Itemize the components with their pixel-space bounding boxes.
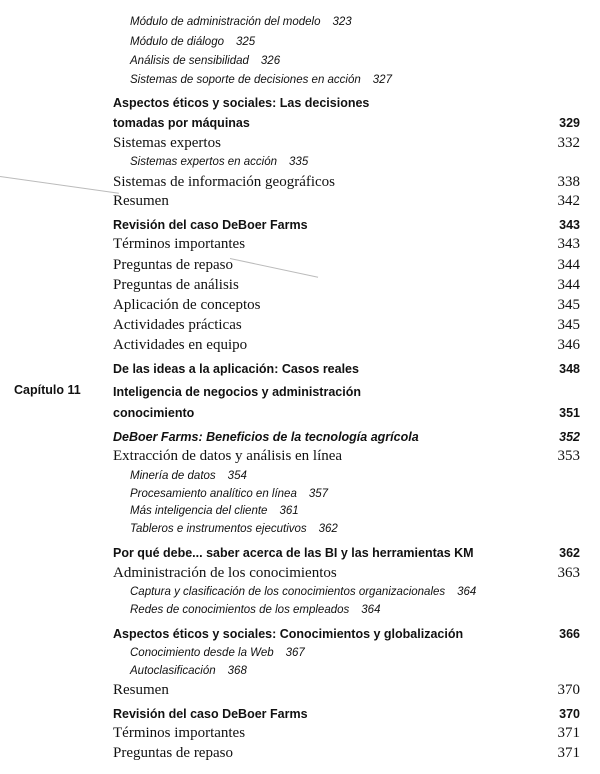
toc-entry-page: 364: [457, 586, 477, 598]
toc-entry-title: [113, 360, 359, 378]
toc-entry: [0, 744, 600, 762]
entry-title-text: Revisión del caso DeBoer Farms: [113, 707, 308, 721]
toc-entry-title: [113, 404, 194, 422]
entry-title-text: Administración de los conocimientos: [113, 565, 337, 581]
toc-entry-title: [113, 192, 169, 210]
toc-entry-title: [113, 383, 361, 401]
toc-entry-page: 345: [557, 317, 580, 333]
toc-entry: [0, 467, 600, 485]
entry-title-text: Preguntas de análisis: [113, 277, 239, 293]
toc-entry-page: 323: [332, 16, 352, 28]
toc-entry: [0, 383, 600, 401]
toc-entry-page: 363: [557, 565, 580, 581]
toc-entry-page: 346: [557, 337, 580, 353]
entry-title-text: Análisis de sensibilidad: [130, 55, 249, 67]
toc-entry-title: [113, 276, 239, 294]
toc-entry-title: [130, 601, 380, 619]
toc-entry: [0, 192, 600, 210]
entry-title-text: De las ideas a la aplicación: Casos reales: [113, 362, 359, 376]
toc-entry-page: 332: [557, 135, 580, 151]
toc-entry-title: [113, 296, 260, 314]
toc-entry: [0, 601, 600, 619]
entry-title-text: Aplicación de conceptos: [113, 297, 261, 313]
toc-entry-title: [130, 502, 299, 520]
toc-entry: [0, 705, 600, 723]
entry-title-text: Actividades prácticas: [113, 317, 242, 333]
toc-entry-page: 338: [557, 174, 580, 190]
toc-entry-page: 361: [279, 505, 299, 517]
toc-entry-title: [130, 71, 392, 89]
toc-entry-page: 343: [559, 218, 580, 232]
entry-title-text: Conocimiento desde la Web: [130, 647, 274, 659]
toc-entry-title: [130, 485, 328, 503]
entry-title-text: Términos importantes: [113, 236, 246, 252]
entry-title-text: Procesamiento analítico en línea: [130, 488, 297, 500]
entry-title-text: Términos importantes: [113, 725, 246, 741]
toc-entry: [0, 724, 600, 742]
toc-entry-title: [113, 256, 233, 274]
toc-entry-page: 327: [372, 74, 392, 86]
toc-entry: [0, 428, 600, 446]
toc-entry-title: [130, 662, 247, 680]
toc-entry-page: 352: [559, 430, 580, 444]
entry-title-text: Inteligencia de negocios y administración: [113, 385, 361, 399]
entry-title-text: Redes de conocimientos de los empleados: [130, 604, 350, 616]
entry-title-text: Más inteligencia del cliente: [130, 505, 268, 517]
toc-entry-title: [113, 447, 342, 465]
toc-entry-title: [130, 583, 476, 601]
entry-title-text: Actividades en equipo: [113, 337, 248, 353]
toc-entry-page: 325: [236, 36, 256, 48]
toc-entry-page: 348: [559, 362, 580, 376]
toc-entry: [0, 256, 600, 274]
toc-entry-title: [130, 153, 308, 171]
chapter-label: Capítulo 11: [14, 383, 81, 397]
toc-entry-page: 371: [557, 725, 580, 741]
entry-title-text: Aspectos éticos y sociales: Conocimientos y globalización: [113, 627, 464, 641]
entry-title-text: tomadas por máquinas: [113, 116, 250, 130]
toc-entry-title: [113, 744, 233, 762]
toc-entry: [0, 33, 600, 51]
toc-entry: [0, 235, 600, 253]
toc-entry: [0, 94, 600, 112]
toc-entry-page: 344: [557, 277, 580, 293]
toc-entry-title: [113, 724, 245, 742]
toc-entry: [0, 544, 600, 562]
toc-entry-title: [113, 625, 463, 643]
toc-entry-page: 329: [559, 116, 580, 130]
toc-entry-page: 353: [557, 448, 580, 464]
toc-entry: [0, 336, 600, 354]
toc-entry: [0, 276, 600, 294]
toc-entry: [0, 296, 600, 314]
toc-entry-page: 326: [260, 55, 281, 67]
toc-entry-title: [113, 173, 335, 191]
entry-title-text: Extracción de datos y análisis en línea: [113, 448, 343, 464]
toc-entry-title: [130, 13, 352, 31]
entry-title-text: Captura y clasificación de los conocimientos organizacionales: [130, 586, 446, 598]
toc-entry-page: 357: [308, 488, 329, 500]
entry-title-text: Resumen: [113, 682, 169, 698]
toc-entry-page: 354: [227, 470, 247, 482]
toc-entry-page: 367: [285, 647, 305, 659]
entry-title-text: Revisión del caso DeBoer Farms: [113, 218, 308, 232]
toc-entry: [0, 502, 600, 520]
toc-entry: [0, 404, 600, 422]
entry-title-text: conocimiento: [113, 406, 195, 420]
toc-entry: [0, 520, 600, 538]
toc-entry: [0, 447, 600, 465]
toc-entry-title: [113, 544, 474, 562]
toc-entry-title: [113, 564, 337, 582]
toc-entry-title: [113, 216, 308, 234]
toc-entry: [0, 71, 600, 89]
entry-title-text: Preguntas de repaso: [113, 257, 233, 273]
toc-entry-page: 344: [557, 257, 580, 273]
toc-entry-title: [113, 705, 308, 723]
entry-title-text: Módulo de diálogo: [130, 36, 224, 48]
entry-title-text: Aspectos éticos y sociales: Las decisiones: [113, 96, 370, 110]
entry-title-text: Sistemas de soporte de decisiones en acción: [130, 74, 361, 86]
toc-entry-title: [113, 681, 169, 699]
entry-title-text: Por qué debe... saber acerca de las BI y las herramientas KM: [113, 546, 474, 560]
toc-entry: [0, 662, 600, 680]
toc-entry-title: [113, 134, 221, 152]
entry-title-text: Sistemas de información geográficos: [113, 174, 336, 190]
entry-title-text: Módulo de administración del modelo: [130, 16, 321, 28]
toc-entry-page: 368: [227, 665, 247, 677]
toc-entry: [0, 564, 600, 582]
toc-entry: [0, 360, 600, 378]
toc-entry-title: [113, 235, 245, 253]
toc-entry-title: [130, 520, 338, 538]
toc-entry: [0, 216, 600, 234]
entry-title-text: Minería de datos: [130, 470, 216, 482]
toc-entry-title: [113, 114, 250, 132]
toc-entry: [0, 316, 600, 334]
toc-entry-title: [130, 52, 280, 70]
toc-entry: [0, 173, 600, 191]
toc-entry-title: [130, 467, 247, 485]
entry-title-text: Resumen: [113, 193, 169, 209]
toc-entry-title: [130, 33, 255, 51]
toc-entry: [0, 134, 600, 152]
entry-title-text: Tableros e instrumentos ejecutivos: [130, 523, 307, 535]
toc-entry-page: 362: [318, 523, 338, 535]
toc-entry: [0, 114, 600, 132]
toc-entry: [0, 644, 600, 662]
toc-entry-page: 362: [559, 546, 580, 560]
toc-entry-page: 371: [557, 745, 580, 761]
toc-entry: [0, 13, 600, 31]
toc-entry: [0, 625, 600, 643]
entry-title-text: Sistemas expertos: [113, 135, 221, 151]
toc-entry-title: [113, 428, 419, 446]
toc-entry-page: 345: [557, 297, 580, 313]
toc-entry-page: 335: [289, 156, 309, 168]
entry-title-text: Sistemas expertos en acción: [130, 156, 278, 168]
toc-entry: [0, 681, 600, 699]
toc-entry-page: 366: [559, 627, 580, 641]
toc-entry: [0, 485, 600, 503]
toc-entry-page: 351: [559, 406, 580, 420]
toc-entry-page: 364: [361, 604, 381, 616]
entry-title-text: DeBoer Farms: Beneficios de la tecnología agrícola: [113, 430, 419, 444]
toc-entry-title: [113, 336, 247, 354]
toc-entry-page: 343: [557, 236, 580, 252]
toc-entry: [0, 583, 600, 601]
entry-title-text: Preguntas de repaso: [113, 745, 233, 761]
toc-entry-page: 370: [559, 707, 580, 721]
toc-entry-page: 370: [557, 682, 580, 698]
toc-entry: [0, 52, 600, 70]
entry-title-text: Autoclasificación: [130, 665, 216, 677]
toc-entry-title: [130, 644, 305, 662]
toc-entry-title: [113, 316, 242, 334]
toc-entry-page: 342: [557, 193, 580, 209]
toc-entry: [0, 153, 600, 171]
toc-entry-title: [113, 94, 369, 112]
